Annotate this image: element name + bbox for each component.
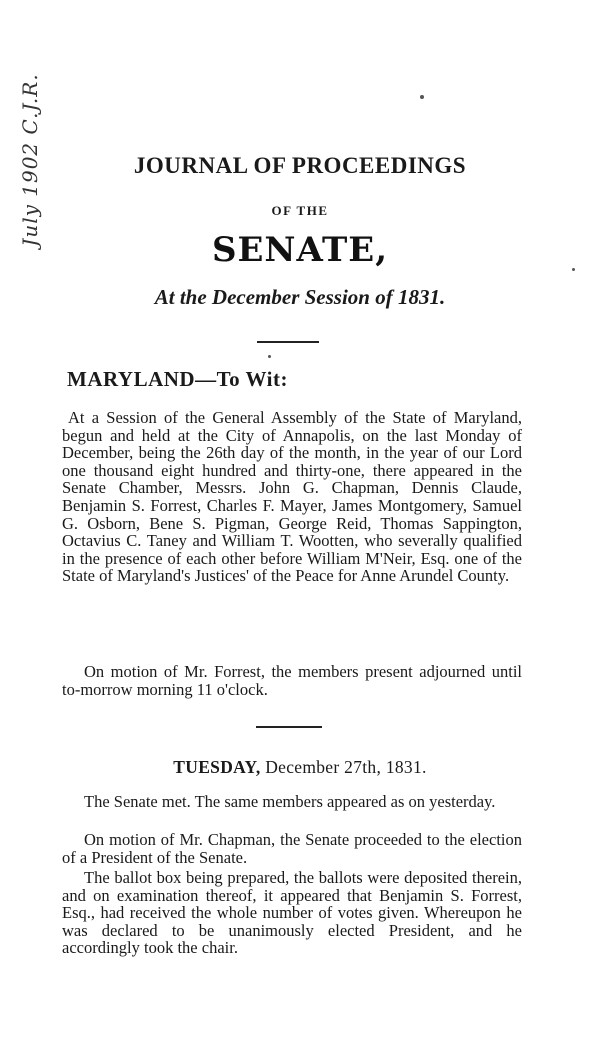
journal-title: JOURNAL OF PROCEEDINGS (133, 153, 467, 178)
journal-title-senate: SENATE, (211, 230, 389, 270)
section-divider (256, 726, 322, 728)
margin-note-text: July 1902 C.J.R. (18, 73, 42, 247)
ballot-paragraph: The ballot box being prepared, the ballots were deposited therein, and on examination thereof, it appeared that Benjamin S. Forrest, Esq., had received the whole number of votes given. Whereupon he was declared to be unanimously elected President, and he accordingly took the chair. (62, 868, 522, 958)
opening-paragraph: At a Session of the General Assembly of the State of Maryland, begun and held at the City of Annapolis, on the last Monday of December, being the 26th day of the month, in the year of our Lord one thousand eight hundred and thirty-one, there appeared in the Senate Chamber, Messrs. John G. Chapman, Dennis Claude, Benjamin S. Forrest, Charles F. Mayer, James Montgomery, Samuel G. Osborn, Bene S. Pigman, George Reid, Thomas Sappington, Octavius C. Taney and William T. Wootten, who severally qualified in the presence of each other before William M'Neir, Esq. one of the State of Maryland's Justices' of the Peace for Anne Arundel County. (62, 408, 522, 586)
print-speck (420, 95, 424, 99)
journal-title-of-the: OF THE (271, 203, 329, 218)
day-name: TUESDAY, (173, 757, 261, 777)
day-date: December 27th, 1831. (265, 757, 427, 777)
election-motion-paragraph: On motion of Mr. Chapman, the Senate proceeded to the election of a President of the Senate. (62, 830, 522, 867)
print-speck (572, 268, 575, 271)
section-heading: MARYLAND—To Wit: (67, 367, 288, 391)
section-divider (257, 341, 319, 343)
day-heading (0, 757, 600, 778)
session-subtitle: At the December Session of 1831. (154, 285, 446, 309)
print-speck (268, 355, 271, 358)
senate-met-paragraph: The Senate met. The same members appeared as on yesterday. (84, 792, 496, 811)
adjournment-paragraph: On motion of Mr. Forrest, the members present adjourned until to-morrow morning 11 o'clock. (62, 662, 522, 699)
